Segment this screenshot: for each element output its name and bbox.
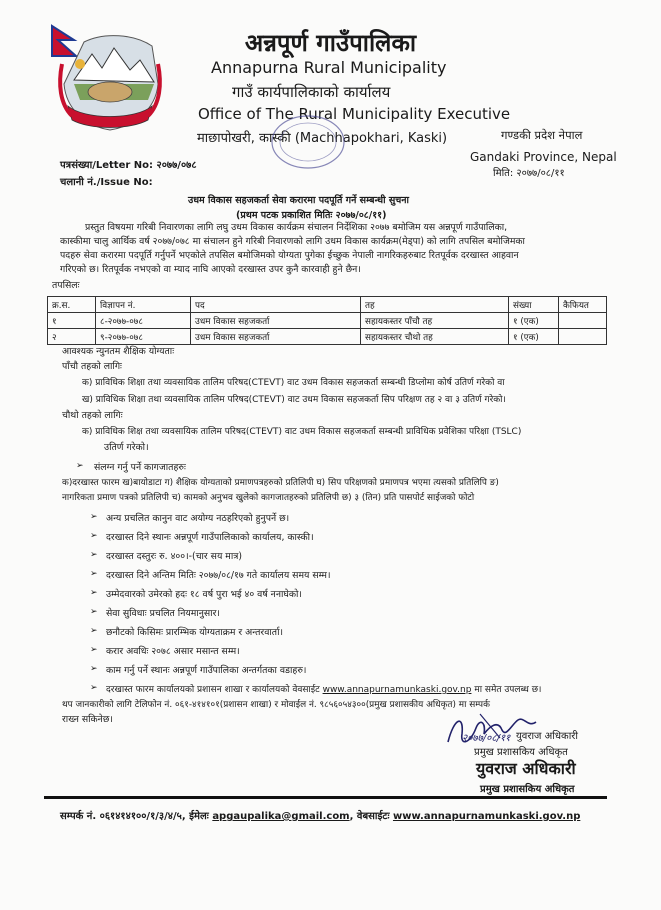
table-cell: उधम विकास सहजकर्ता xyxy=(191,329,361,345)
arrow-bullet-icon: ➢ xyxy=(76,461,84,471)
closing-text: मा समेत उपलब्ध छ। xyxy=(471,685,542,695)
table-cell: सहायकस्तर पाँचौ तह xyxy=(361,313,509,329)
table-cell: १ (एक) xyxy=(509,313,559,329)
qualification-item-continued: उतिर्ण गरेको। xyxy=(104,442,149,453)
paragraph-line: प्रस्तुत विषयमा गरिबी निवारणका लागि लघु उधम विकास कार्यक्रम संचालन निर्देशिका २०७७ बमोजिम यस अन्नपूर्ण गाउँपालिका, xyxy=(85,222,508,233)
office-address: माछापोखरी, कास्की (Machhapokhari, Kaski) xyxy=(197,131,448,146)
table-header-cell: विज्ञापन नं. xyxy=(96,297,191,313)
website-label: , वेबसाईटः xyxy=(349,811,390,822)
email-label: ईमेलः xyxy=(189,811,209,822)
documents-list-line: क)दरखास्त फारम ख)बायोडाटा ग) शैक्षिक योग्यताको प्रमाणपत्रहरुको प्रतिलिपी घ) सिप परिक्षणको प्रमाणपत्र भएमा त्यसको प्रतिलिपि ङ) xyxy=(62,478,499,488)
signatory-name: युवराज अधिकारी xyxy=(516,731,578,742)
contact-value: ०६१४१४१००/१/३/४/५, xyxy=(99,811,186,822)
list-item: सेवा सुविधाः प्रचलित नियमानुसार। xyxy=(106,608,220,619)
date-label: मिति: xyxy=(493,168,514,179)
contact-label: सम्पर्क नं. xyxy=(60,811,97,822)
documents-list-line: नागरिकता प्रमाण पत्रको प्रतिलिपी च) कामको अनुभव खुलेको कागजातहरुको प्रतिलिपी छ) ३ (तिन) प्रति पासपोर्ट साईजको फोटो xyxy=(62,493,475,503)
list-item: छनौटको किसिमः प्रारम्भिक योग्यताक्रम र अन्तरवार्ता। xyxy=(106,627,284,638)
table-cell: उधम विकास सहजकर्ता xyxy=(191,313,361,329)
list-item: काम गर्नु पर्ने स्थानः अन्नपूर्ण गाउँपालिका अन्तर्गतका वडाहरु। xyxy=(106,665,307,676)
closing-line: राख्न सकिनेछ। xyxy=(62,714,113,725)
table-cell: १ xyxy=(48,313,96,329)
table-cell: सहायकस्तर चौथो तह xyxy=(361,329,509,345)
table-header-cell: क्र.स. xyxy=(48,297,96,313)
letter-no-label: पत्रसंख्या/Letter No: xyxy=(60,160,154,171)
office-title-nepali: गाउँ कार्यपालिकाको कार्यालय xyxy=(232,83,391,101)
table-row xyxy=(48,329,607,345)
posts-table xyxy=(47,296,607,345)
closing-line: थप जानकारीको लागि टेलिफोन नं. ०६१-४१४१०१(प्रशासन शाखा) र मोवाईल नं. ९८५६०५४३००(प्रमुख प्रशासकीय अधिकृत) मा सम्पर्क xyxy=(62,700,490,710)
table-cell xyxy=(559,313,607,329)
list-item: दरखास्त दस्तुरः रु. ४००।-(चार सय मात्र) xyxy=(106,551,243,562)
table-header-cell: कैफियत xyxy=(559,297,607,313)
table-cell: ९-२०७७-०७८ xyxy=(96,329,191,345)
issue-number-label: चलानी नं./Issue No: xyxy=(60,177,153,188)
arrow-bullet-icon: ➢ xyxy=(90,607,98,617)
table-cell: २ xyxy=(48,329,96,345)
paragraph-line: पदहरु सेवा करारमा पदपूर्ति गर्नुपर्ने भएकोले तपसिल बमोजिमको योग्यता पुगेका ईच्छुक नेपाली नागरिकहरुबाट रितपूर्वक दरखास्त आहवान xyxy=(60,250,519,261)
qualifications-heading: आवश्यक न्युनतम शैक्षिक योग्यताः xyxy=(62,346,175,357)
table-header-cell: पद xyxy=(191,297,361,313)
footer-contact xyxy=(60,808,580,822)
arrow-bullet-icon: ➢ xyxy=(90,550,98,560)
office-seal-stamp xyxy=(268,112,348,172)
arrow-bullet-icon: ➢ xyxy=(90,664,98,674)
qualification-item: क) प्राविधिक शिक्षा तथा व्यवसायिक तालिम परिषद(CTEVT) वाट उधम विकास सहजकर्ता सम्बन्धी डिप्लोमा कोर्ष उतिर्ण गरेको वा xyxy=(82,378,505,388)
list-item: दरखास्त दिने स्थानः अन्नपूर्ण गाउँपालिकाको कार्यालय, कास्की। xyxy=(106,532,314,543)
page-title: अन्नपूर्ण गाउँपालिका xyxy=(244,29,417,57)
tapsil-label: तपसिलः xyxy=(52,280,80,291)
title-english: Annapurna Rural Municipality xyxy=(211,58,447,77)
website-link[interactable]: www.annapurnamunkaski.gov.np xyxy=(322,685,472,695)
office-title-english: Office of The Rural Municipality Executive xyxy=(198,105,511,123)
paragraph-line: कास्कीमा चालु आर्थिक वर्ष २०७७/०७८ मा संचालन हुने गरिबी निवारणको लागि उधम विकास कार्यक्रम(मेड्पा) को लागि तपसिल बमोजिमका xyxy=(60,236,525,247)
signature-date: २०७७/०८/११ xyxy=(462,733,511,744)
arrow-bullet-icon: ➢ xyxy=(90,645,98,655)
notice-title: उधम विकास सहजकर्ता सेवा करारमा पदपूर्ति गर्ने सम्बन्धी सुचना xyxy=(188,195,410,206)
footer-divider xyxy=(44,796,607,799)
table-header-cell: संख्या xyxy=(509,297,559,313)
province-english: Gandaki Province, Nepal xyxy=(470,150,617,164)
arrow-bullet-icon: ➢ xyxy=(90,531,98,541)
arrow-bullet-icon: ➢ xyxy=(90,588,98,598)
letter-no-value: २०७७/०७८ xyxy=(156,160,197,171)
table-row xyxy=(48,313,607,329)
fourth-level-label: चौथो तहको लागिः xyxy=(62,410,123,421)
qualification-item: ख) प्राविधिक शिक्षा तथा व्यवसायिक तालिम परिषद(CTEVT) वाट उधम विकास सहजकर्ता सिप परिक्षण तह २ वा ३ उतिर्ण गरेको। xyxy=(82,395,506,405)
list-item: करार अवधिः २०७८ असार मसान्त सम्म। xyxy=(106,646,240,657)
signatory-designation: प्रमुख प्रशासकिय अधिकृत xyxy=(474,747,568,758)
province-nepali: गण्डकी प्रदेश नेपाल xyxy=(501,128,583,142)
stamp-name: युवराज अधिकारी xyxy=(476,759,576,778)
arrow-bullet-icon: ➢ xyxy=(90,569,98,579)
stamp-title: प्रमुख प्रशासकिय अधिकृत xyxy=(480,784,575,795)
email-link[interactable]: apgaupalika@gmail.com xyxy=(212,811,350,822)
list-item: उम्मेदवारको उमेरको हदः १८ वर्ष पुरा भई ४० वर्ष ननाघेको। xyxy=(106,589,302,600)
list-item: अन्य प्रचलित कानुन वाट अयोग्य नठहरिएको हुनुपर्ने छ। xyxy=(106,513,290,524)
paragraph-line: गरिएको छ। रितपूर्वक नभएको वा म्याद नाघि आएको दरखास्त उपर कुनै कारवाही हुने छैन। xyxy=(60,264,361,275)
letter-date xyxy=(493,165,565,179)
table-cell: १ (एक) xyxy=(509,329,559,345)
documents-heading: संलग्न गर्नु पर्ने कागजातहरुः xyxy=(94,462,186,473)
table-cell: ८-२०७७-०७८ xyxy=(96,313,191,329)
qualification-item: क) प्राविधिक शिक्ष तथा व्यवसायिक तालिम परिषद(CTEVT) वाट उधम विकास सहजकर्ता सम्बन्धी प्राविधिक प्रवेशिका परिक्षा (TSLC) xyxy=(82,427,522,437)
arrow-bullet-icon: ➢ xyxy=(90,512,98,522)
table-header-cell: तह xyxy=(361,297,509,313)
notice-subtitle: (प्रथम पटक प्रकाशित मितिः २०७७/०८/११) xyxy=(236,210,387,221)
closing-text: दरखास्त फारम कार्यालयको प्रशासन शाखा र कार्यालयको वेवसाईट xyxy=(106,685,323,695)
list-item: दरखास्त दिने अन्तिम मितिः २०७७/०८/१७ गते कार्यालय समय सम्म। xyxy=(106,570,331,581)
footer-website-link[interactable]: www.annapurnamunkaski.gov.np xyxy=(392,811,581,822)
closing-line xyxy=(106,683,541,697)
fifth-level-label: पाँचौ तहको लागिः xyxy=(62,361,122,372)
arrow-bullet-icon: ➢ xyxy=(90,683,98,693)
date-value: २०७७/०८/११ xyxy=(516,168,565,179)
table-cell xyxy=(559,329,607,345)
arrow-bullet-icon: ➢ xyxy=(90,626,98,636)
table-header-row xyxy=(48,297,607,313)
letter-number xyxy=(60,157,197,171)
